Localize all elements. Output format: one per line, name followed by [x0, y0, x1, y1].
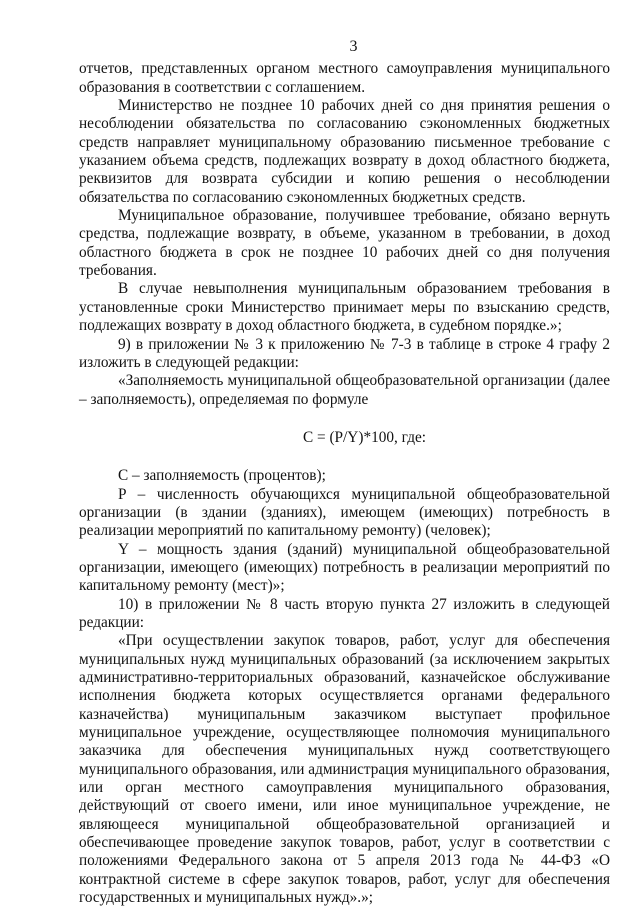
paragraph-p-definition: P – численность обучающихся муниципальной общеобразовательной организации (в здании (зданиях), имеющем (имеющих) потребность в реализации мероприятий по капитальному ремонту) (человек); [79, 485, 610, 540]
formula: C = (P/Y)*100, где: [302, 428, 427, 446]
paragraph-y-definition: Y – мощность здания (зданий) муниципальной общеобразовательной организации, имеющего (имеющих) потребность в реализации мероприятий по капитальному ремонту (мест)»; [79, 540, 610, 595]
paragraph-item-10: 10) в приложении № 8 часть вторую пункта 27 изложить в следующей редакции: [79, 595, 610, 631]
paragraph-occupancy-definition: «Заполняемость муниципальной общеобразовательной организации (далее – заполняемость), определяемая по формуле [79, 372, 610, 408]
paragraph-reports: отчетов, представленных органом местного самоуправления муниципального образования в соответствии с соглашением. [79, 60, 610, 96]
document-page [79, 38, 610, 907]
paragraph-procurement: «При осуществлении закупок товаров, работ, услуг для обеспечения муниципальных нужд муниципальных образований (за исключением закрытых административно-территориальных образований, казначейское обслуживание исполнения бюджета которых осуществляется органами федерального казначейства) муниципальным заказчиком выступает профильное муниципальное учреждение, осуществляющее полномочия муниципального заказчика для обеспечения муниципальных нужд соответствующего муниципального образования, или администрация муниципального образования, или орган местного самоуправления муниципального образования, действующий от своего имени, или иное муниципальное учреждение, не являющееся муниципальной общеобразовательной организацией и обеспечивающее проведение закупок товаров, работ, услуг в соответствии с положениями Федерального закона от 5 апреля 2013 года № 44-ФЗ «О контрактной системе в сфере закупок товаров, работ, услуг для обеспечения государственных и муниципальных нужд».»; [79, 632, 610, 907]
paragraph-item-9: 9) в приложении № 3 к приложению № 7-3 в таблице в строке 4 графу 2 изложить в следующей редакции: [79, 335, 610, 371]
paragraph-c-definition: C – заполняемость (процентов); [118, 467, 326, 485]
page-number: 3 [349, 38, 358, 55]
paragraph-non-fulfillment: В случае невыполнения муниципальным образованием требования в установленные сроки Министерство принимает меры по взысканию средств, подлежащих возврату в доход областного бюджета, в судебном порядке.»; [79, 280, 610, 335]
paragraph-ministry-requirement: Министерство не позднее 10 рабочих дней со дня принятия решения о несоблюдении обязательства по согласованию сэкономленных бюджетных средств направляет муниципальному образованию письменное требование с указанием объема средств, подлежащих возврату в доход областного бюджета, реквизитов для возврата субсидии и копию решения о несоблюдении обязательства по согласованию сэкономленных бюджетных средств. [79, 97, 610, 206]
paragraph-return-funds: Муниципальное образование, получившее требование, обязано вернуть средства, подлежащие возврату, в объеме, указанном в требовании, в доход областного бюджета в срок не позднее 10 рабочих дней со дня получения требования. [79, 207, 610, 280]
